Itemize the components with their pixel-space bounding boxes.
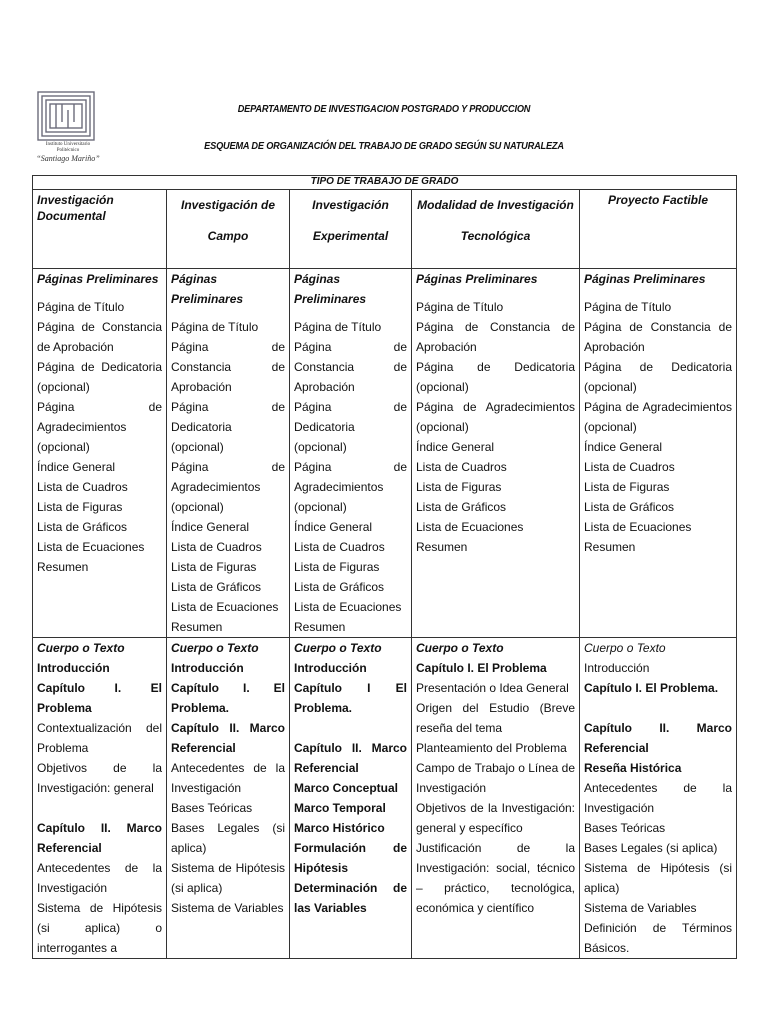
logo-caption-small: Instituto Universitario Politécnico bbox=[45, 142, 91, 153]
preliminary-pages-title: Páginas Preliminares bbox=[416, 272, 538, 286]
list-item: Lista de Cuadros bbox=[416, 460, 507, 474]
body-text-cell bbox=[167, 638, 290, 959]
list-item: Lista de Gráficos bbox=[416, 500, 507, 514]
list-item: Resumen bbox=[416, 540, 468, 554]
table-type-row bbox=[33, 176, 737, 190]
list-item: Lista de Cuadros bbox=[584, 460, 675, 474]
list-item: Índice General bbox=[294, 520, 373, 534]
list-item: Antecedentes de la Investigación bbox=[584, 781, 732, 815]
list-item: Capítulo I. El Problema. bbox=[171, 681, 285, 715]
list-item: Lista de Ecuaciones bbox=[584, 520, 692, 534]
list-item: Sistema de Hipótesis (si aplica) bbox=[584, 861, 732, 895]
spacer bbox=[584, 698, 732, 718]
list-item: Índice General bbox=[37, 460, 116, 474]
body-text-cell bbox=[33, 638, 167, 959]
list-item: Lista de Cuadros bbox=[37, 480, 128, 494]
table-type-title: TIPO DE TRABAJO DE GRADO bbox=[33, 176, 737, 190]
preliminary-pages-row bbox=[33, 269, 737, 638]
preliminary-pages-cell bbox=[412, 269, 580, 638]
list-item: Objetivos de la Investigación: general bbox=[37, 761, 162, 795]
list-item: Lista de Cuadros bbox=[171, 540, 262, 554]
list-item: Formulación de Hipótesis bbox=[294, 841, 407, 875]
list-item: Introducción bbox=[37, 661, 110, 675]
list-item: Introducción bbox=[294, 661, 367, 675]
list-item: Resumen bbox=[171, 620, 223, 634]
list-item: Página de Título bbox=[584, 300, 672, 314]
spacer bbox=[37, 798, 162, 818]
logo-caption bbox=[36, 142, 100, 163]
list-item: Lista de Ecuaciones bbox=[171, 600, 279, 614]
list-item: Determinación de las Variables bbox=[294, 881, 407, 915]
preliminary-pages-cell bbox=[580, 269, 737, 638]
body-text-title: Cuerpo o Texto bbox=[294, 641, 382, 655]
list-item: Lista de Figuras bbox=[37, 500, 123, 514]
logo-caption-name: “Santiago Mariño” bbox=[36, 154, 100, 163]
preliminary-pages-title: Páginas Preliminares bbox=[37, 272, 159, 286]
scheme-heading: ESQUEMA DE ORGANIZACIÓN DEL TRABAJO DE GRADO SEGÚN SU NATURALEZA bbox=[204, 141, 564, 152]
list-item: Capítulo II. Marco Referencial bbox=[171, 721, 285, 755]
body-text-title: Cuerpo o Texto bbox=[416, 641, 504, 655]
list-item: Página de Dedicatoria (opcional) bbox=[416, 360, 575, 394]
list-item: Página de Agradecimientos (opcional) bbox=[171, 460, 285, 514]
list-item: Introducción bbox=[584, 661, 650, 675]
preliminary-pages-cell bbox=[290, 269, 412, 638]
preliminary-pages-cell bbox=[167, 269, 290, 638]
list-item: Antecedentes de la Investigación bbox=[171, 761, 285, 795]
body-text-title: Cuerpo o Texto bbox=[171, 641, 259, 655]
list-item: Página de Dedicatoria (opcional) bbox=[37, 360, 162, 394]
list-item: Justificación de la Investigación: social, técnico – práctico, tecnológica, económica y científico bbox=[416, 841, 575, 915]
list-item: Página de Constancia de Aprobación bbox=[294, 340, 407, 394]
list-item: Índice General bbox=[584, 440, 663, 454]
list-item: Resumen bbox=[294, 620, 346, 634]
list-item: Reseña Histórica bbox=[584, 761, 682, 775]
list-item: Introducción bbox=[171, 661, 244, 675]
body-text-title: Cuerpo o Texto bbox=[37, 641, 125, 655]
preliminary-pages-title: Páginas Preliminares bbox=[294, 272, 367, 306]
list-item: Resumen bbox=[37, 560, 89, 574]
list-item: Sistema de Variables bbox=[171, 901, 284, 915]
list-item: Lista de Figuras bbox=[171, 560, 257, 574]
list-item: Sistema de Variables bbox=[584, 901, 697, 915]
list-item: Página de Dedicatoria (opcional) bbox=[171, 400, 285, 454]
list-item: Página de Título bbox=[171, 320, 259, 334]
list-item: Capítulo II. Marco Referencial bbox=[294, 741, 407, 775]
column-header: Proyecto Factible bbox=[580, 190, 737, 269]
column-header: Investigación Experimental bbox=[290, 190, 412, 269]
list-item: Página de Agradecimientos (opcional) bbox=[584, 400, 732, 434]
list-item: Origen del Estudio (Breve reseña del tema bbox=[416, 701, 575, 735]
list-item-tail: Antecedentes de la Investigación bbox=[37, 861, 162, 895]
column-header: Modalidad de Investigación Tecnológica bbox=[412, 190, 580, 269]
list-item: Página de Dedicatoria (opcional) bbox=[584, 360, 732, 394]
list-item: Bases Teóricas bbox=[584, 821, 666, 835]
list-item: Definición de Términos Básicos. bbox=[584, 921, 732, 955]
list-item: Página de Dedicatoria (opcional) bbox=[294, 400, 407, 454]
body-text-cell bbox=[412, 638, 580, 959]
list-item: Sistema de Hipótesis (si aplica) o interrogantes a bbox=[37, 901, 162, 955]
preliminary-pages-title: Páginas Preliminares bbox=[584, 272, 706, 286]
list-item: Página de Constancia de Aprobación bbox=[416, 320, 575, 354]
list-item: Bases Legales (si aplica) bbox=[171, 821, 285, 855]
list-item: Lista de Ecuaciones bbox=[37, 540, 145, 554]
body-text-title: Cuerpo o Texto bbox=[584, 641, 666, 655]
department-heading: DEPARTAMENTO DE INVESTIGACION POSTGRADO Y PRODUCCION bbox=[237, 104, 531, 115]
list-item: Capítulo I. El Problema. bbox=[584, 681, 719, 695]
list-item: Campo de Trabajo o Línea de Investigación bbox=[416, 761, 575, 795]
list-item: Índice General bbox=[171, 520, 250, 534]
column-header: Investigación de Campo bbox=[167, 190, 290, 269]
list-item: Página de Título bbox=[294, 320, 382, 334]
body-text-row bbox=[33, 638, 737, 959]
list-item: Capítulo I. El Problema bbox=[416, 661, 547, 675]
list-item: Página de Constancia de Aprobación bbox=[171, 340, 285, 394]
list-item: Página de Agradecimientos (opcional) bbox=[416, 400, 575, 434]
list-item: Lista de Gráficos bbox=[171, 580, 262, 594]
spacer bbox=[294, 718, 407, 738]
preliminary-pages-cell bbox=[33, 269, 167, 638]
body-text-cell bbox=[290, 638, 412, 959]
list-item: Presentación o Idea General bbox=[416, 681, 569, 695]
list-item: Lista de Gráficos bbox=[37, 520, 128, 534]
list-item: Bases Teóricas bbox=[171, 801, 253, 815]
list-item: Marco Histórico bbox=[294, 821, 385, 835]
body-text-cell bbox=[580, 638, 737, 959]
column-header: Investigación Documental bbox=[33, 190, 167, 269]
institution-logo bbox=[36, 90, 100, 166]
list-item: Planteamiento del Problema bbox=[416, 741, 567, 755]
list-item: Lista de Ecuaciones bbox=[294, 600, 402, 614]
list-item: Capítulo I. El Problema bbox=[37, 681, 162, 715]
scheme-table bbox=[32, 175, 737, 959]
list-item: Lista de Figuras bbox=[584, 480, 670, 494]
list-item: Sistema de Hipótesis (si aplica) bbox=[171, 861, 285, 895]
list-item: Lista de Ecuaciones bbox=[416, 520, 524, 534]
table-header-row bbox=[33, 190, 737, 269]
list-item: Contextualización del Problema bbox=[37, 721, 162, 755]
list-item: Página de Constancia de Aprobación bbox=[584, 320, 732, 354]
list-item: Página de Agradecimientos (opcional) bbox=[294, 460, 407, 514]
list-item: Índice General bbox=[416, 440, 495, 454]
list-item: Capítulo I El Problema. bbox=[294, 681, 407, 715]
list-item: Lista de Figuras bbox=[416, 480, 502, 494]
list-item: Resumen bbox=[584, 540, 636, 554]
logo-emblem-icon bbox=[36, 90, 96, 142]
list-item: Página de Título bbox=[37, 300, 125, 314]
list-item: Lista de Gráficos bbox=[294, 580, 385, 594]
list-item: Página de Título bbox=[416, 300, 504, 314]
list-item: Página de Constancia de Aprobación bbox=[37, 320, 162, 354]
list-item: Lista de Gráficos bbox=[584, 500, 675, 514]
list-item bbox=[37, 818, 162, 898]
preliminary-pages-title: Páginas Preliminares bbox=[171, 272, 244, 306]
list-item: Marco Conceptual bbox=[294, 781, 399, 795]
list-item: Lista de Figuras bbox=[294, 560, 380, 574]
list-item: Página de Agradecimientos (opcional) bbox=[37, 400, 162, 454]
list-item: Objetivos de la Investigación: general y específico bbox=[416, 801, 575, 835]
list-item: Lista de Cuadros bbox=[294, 540, 385, 554]
list-item: Bases Legales (si aplica) bbox=[584, 841, 718, 855]
list-item: Capítulo II. Marco Referencial bbox=[584, 721, 732, 755]
list-item: Marco Temporal bbox=[294, 801, 386, 815]
list-item-heading: Capítulo II. Marco Referencial bbox=[37, 821, 162, 855]
